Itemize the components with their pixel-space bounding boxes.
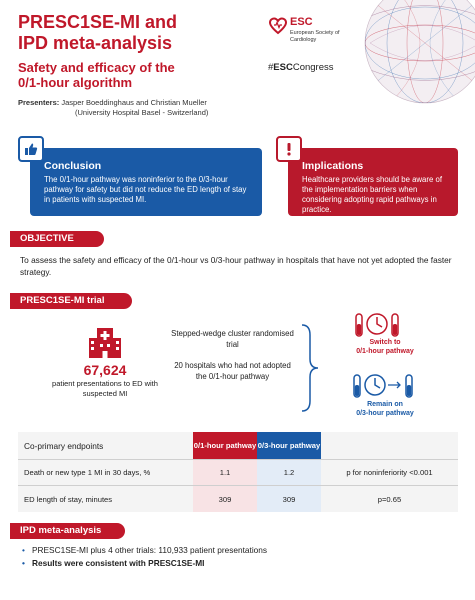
implications-box: [288, 148, 458, 216]
table-cell: 309: [193, 486, 257, 512]
subtitle-line-1: Safety and efficacy of the: [18, 60, 175, 75]
implications-text: Healthcare providers should be aware of the implementation barriers when considering adopting rapid pathways in practice.: [302, 175, 442, 214]
esc-logo: [268, 14, 368, 54]
table-cell: Death or new type 1 MI in 30 days, %: [24, 468, 151, 477]
table-header-row: [18, 432, 458, 459]
table-header-cell: Co-primary endpoints: [24, 440, 104, 451]
presenters: [18, 98, 298, 118]
decorative-globe-icon: [355, 0, 475, 113]
ipd-bullets: [22, 544, 462, 570]
exclamation-icon: [276, 136, 302, 162]
hospital-icon: [88, 326, 122, 360]
table-row: [18, 459, 458, 485]
patient-caption: patient presentations to ED with suspected MI: [52, 379, 158, 398]
subtitle-line-2: 0/1-hour algorithm: [18, 75, 133, 90]
table-cell: p=0.65: [377, 494, 402, 504]
table-cell: 309: [257, 486, 321, 512]
conclusion-text: The 0/1-hour pathway was noninferior to the 0/3-hour pathway for safety but did not reduce the ED length of stay in patients with suspected MI.: [44, 175, 247, 204]
poster-subtitle: [18, 60, 268, 90]
esc-heart-logo-icon: [268, 16, 288, 36]
brace-icon: [298, 323, 324, 413]
table-cell: p for noninferiority <0.001: [346, 468, 433, 477]
esc-name: ESC: [290, 16, 313, 28]
congress-hashtag: #ESCCongress: [268, 62, 334, 73]
presenters-affiliation: (University Hospital Basel - Switzerland): [75, 108, 209, 117]
conclusion-box: [30, 148, 262, 216]
objective-text: To assess the safety and efficacy of the 0/1-hour vs 0/3-hour pathway in hospitals that have not yet adopted the faster strategy.: [20, 255, 452, 277]
table-row: [18, 485, 458, 512]
remain-pathway-label: Remain on 0/3-hour pathway: [356, 401, 414, 417]
implications-title: Implications: [302, 160, 364, 172]
remain-test-tubes-clock-icon: [348, 371, 428, 405]
trial-design: Stepped-wedge cluster randomised trial: [171, 329, 294, 349]
table-header-cell: [321, 432, 458, 459]
patient-count: 67,624: [83, 362, 127, 378]
title-line-2: IPD meta-analysis: [18, 33, 173, 53]
table-header-cell: 0/3-hour pathway: [257, 432, 321, 459]
presenters-names: Jasper Boeddinghaus and Christian Mueller: [61, 98, 207, 107]
esc-subtitle: European Society of Cardiology: [290, 30, 340, 43]
title-line-1: PRESC1SE-MI and: [18, 12, 178, 32]
thumbs-up-icon: [18, 136, 44, 162]
table-header-cell: 0/1-hour pathway: [193, 432, 257, 459]
switch-pathway-label: Switch to 0/1-hour pathway: [356, 339, 414, 355]
table-cell: 1.1: [193, 460, 257, 485]
objective-heading: OBJECTIVE: [10, 231, 104, 247]
poster-title: [18, 12, 258, 54]
trial-hospitals: 20 hospitals who had not adopted the 0/1-hour pathway: [174, 361, 291, 381]
table-cell: 1.2: [257, 460, 321, 485]
trial-heading: PRESC1SE-MI trial: [10, 293, 132, 309]
ipd-heading: IPD meta-analysis: [10, 523, 125, 539]
conclusion-title: Conclusion: [44, 160, 102, 172]
list-item: • Results were consistent with PRESC1SE-MI: [22, 557, 462, 570]
list-item: • PRESC1SE-MI plus 4 other trials: 110,933 patient presentations: [22, 544, 462, 557]
presenters-label: Presenters:: [18, 98, 60, 107]
table-cell: ED length of stay, minutes: [24, 494, 113, 504]
